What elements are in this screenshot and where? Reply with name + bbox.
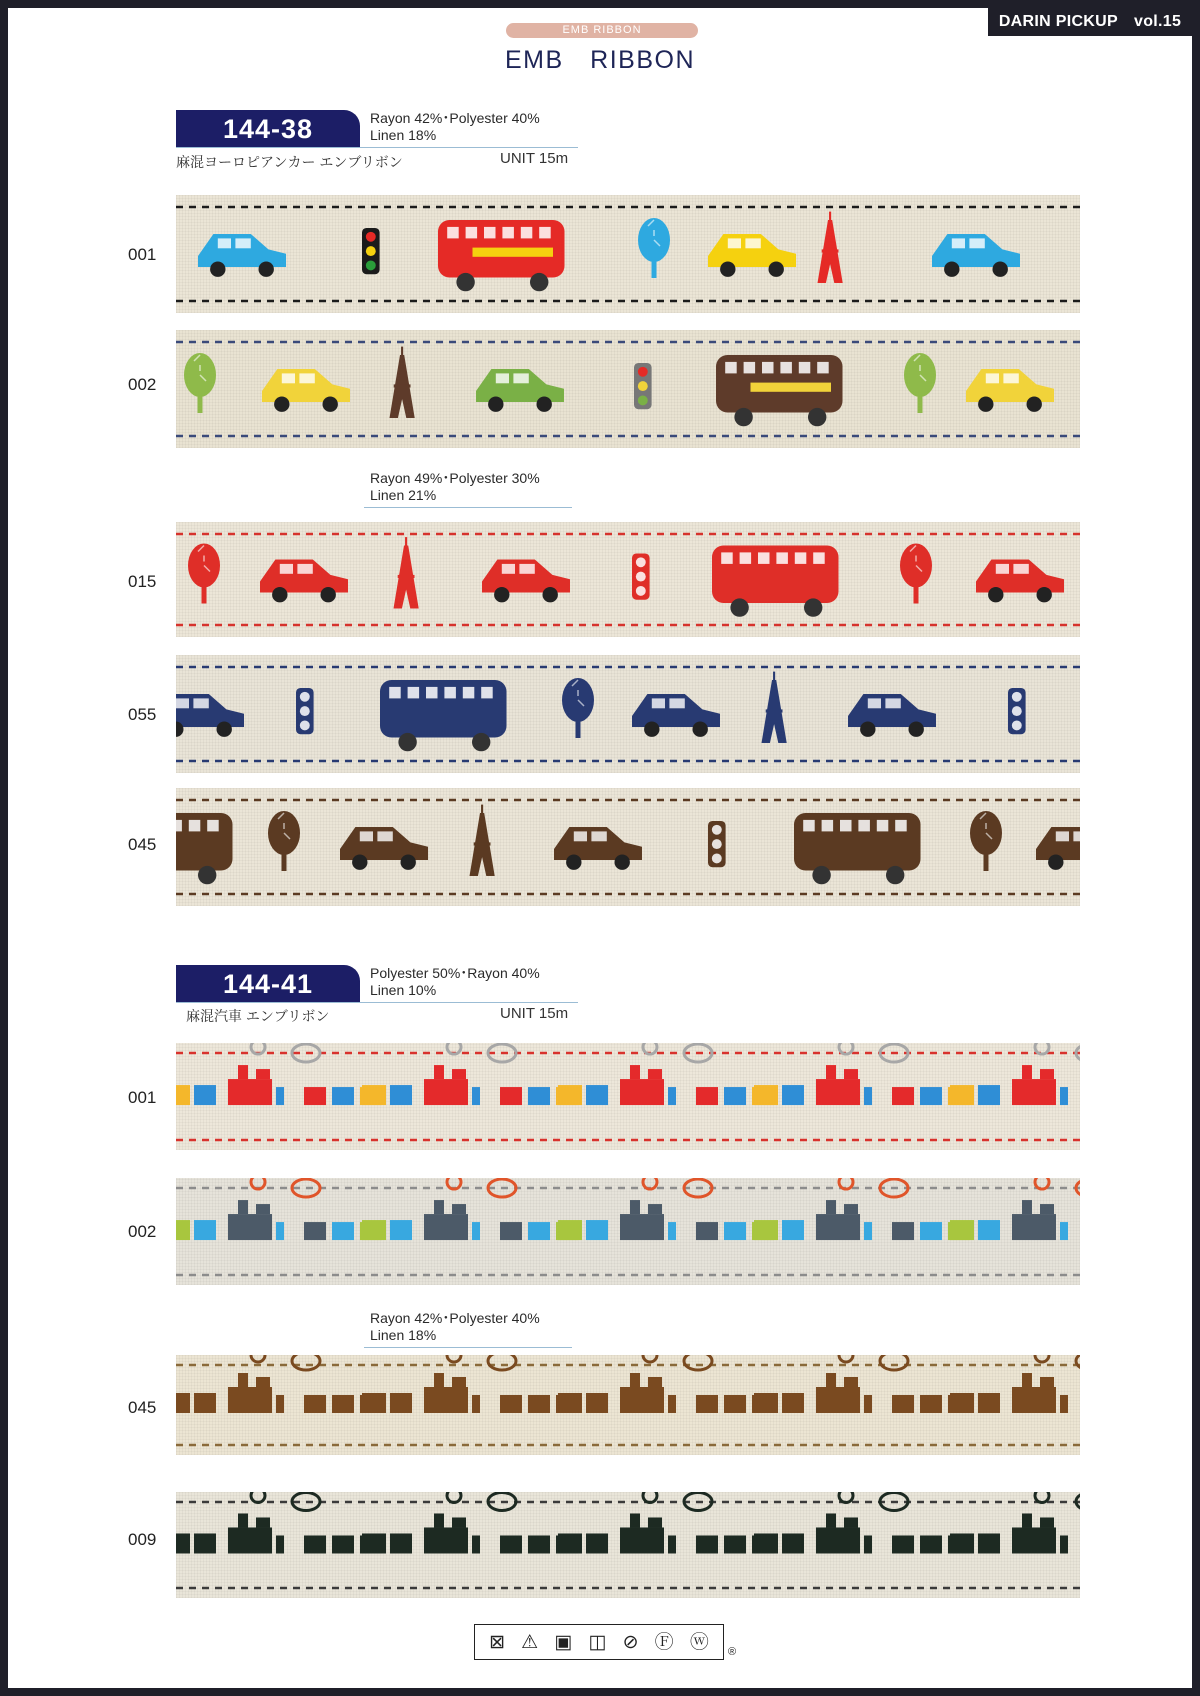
tumble-dry-not-allowed-icon: ▣ xyxy=(554,1631,573,1653)
divider xyxy=(364,507,572,508)
color-code: 001 xyxy=(128,245,157,264)
composition-text xyxy=(370,1310,540,1344)
composition-text xyxy=(370,110,540,144)
composition-line: Rayon 42%･Polyester 40% xyxy=(370,1310,540,1326)
wash-not-allowed-icon: ⊠ xyxy=(489,1631,505,1653)
ribbon-sample xyxy=(176,195,1080,313)
ribbon-motif-svg xyxy=(176,522,1080,637)
registered-mark: ® xyxy=(728,1646,737,1658)
wet-clean-not-allowed-icon: ⓦ xyxy=(689,1631,709,1653)
ribbon-motif-svg xyxy=(176,330,1080,448)
ribbon-motif-svg xyxy=(176,655,1080,773)
catalog-corner-label: DARIN PICKUP vol.15 xyxy=(988,8,1192,36)
ribbon-sample xyxy=(176,1355,1080,1455)
ribbon-motif-svg xyxy=(176,1355,1080,1455)
ribbon-motif-svg xyxy=(176,1043,1080,1150)
composition-line: Linen 18% xyxy=(370,127,437,143)
product-name-jp: 麻混汽車 エンブリボン xyxy=(186,1008,330,1024)
ribbon-sample xyxy=(176,1043,1080,1150)
section-title: EMB RIBBON xyxy=(504,46,696,74)
product-name-jp: 麻混ヨーロピアンカー エンブリボン xyxy=(176,154,403,170)
iron-not-allowed-icon: ⊘ xyxy=(622,1631,639,1653)
line-dry-icon: ◫ xyxy=(588,1631,607,1653)
color-code: 045 xyxy=(128,1398,157,1417)
dry-clean-f-icon: Ⓕ xyxy=(654,1631,674,1653)
ribbon-sample xyxy=(176,522,1080,637)
composition-line: Linen 21% xyxy=(370,487,437,503)
composition-line: Polyester 50%･Rayon 40% xyxy=(370,965,540,981)
unit-label: UNIT 15m xyxy=(500,1005,569,1022)
divider xyxy=(176,147,578,148)
composition-line: Linen 10% xyxy=(370,982,437,998)
color-code: 009 xyxy=(128,1530,157,1549)
ribbon-sample xyxy=(176,1178,1080,1285)
ribbon-motif-svg xyxy=(176,788,1080,906)
ribbon-motif-svg xyxy=(176,195,1080,313)
color-code: 002 xyxy=(128,1222,157,1241)
ribbon-sample xyxy=(176,788,1080,906)
composition-text xyxy=(370,470,540,504)
product-number-tab: 144-38 xyxy=(176,110,360,148)
composition-line: Rayon 42%･Polyester 40% xyxy=(370,110,540,126)
section-small-band: EMB RIBBON xyxy=(506,23,698,38)
color-code: 015 xyxy=(128,572,157,591)
color-code: 055 xyxy=(128,705,157,724)
color-code: 045 xyxy=(128,835,157,854)
color-code: 002 xyxy=(128,375,157,394)
ribbon-motif-svg xyxy=(176,1178,1080,1285)
composition-line: Linen 18% xyxy=(370,1327,437,1343)
divider xyxy=(364,1347,572,1348)
composition-line: Rayon 49%･Polyester 30% xyxy=(370,470,540,486)
composition-text xyxy=(370,965,540,999)
ribbon-sample xyxy=(176,1492,1080,1598)
divider xyxy=(176,1002,578,1003)
ribbon-motif-svg xyxy=(176,1492,1080,1598)
bleach-not-allowed-icon: ⚠ xyxy=(521,1631,539,1653)
ribbon-sample xyxy=(176,655,1080,773)
color-code: 001 xyxy=(128,1088,157,1107)
unit-label: UNIT 15m xyxy=(500,150,569,167)
product-number-tab: 144-41 xyxy=(176,965,360,1003)
ribbon-sample xyxy=(176,330,1080,448)
care-symbols xyxy=(474,1624,724,1660)
